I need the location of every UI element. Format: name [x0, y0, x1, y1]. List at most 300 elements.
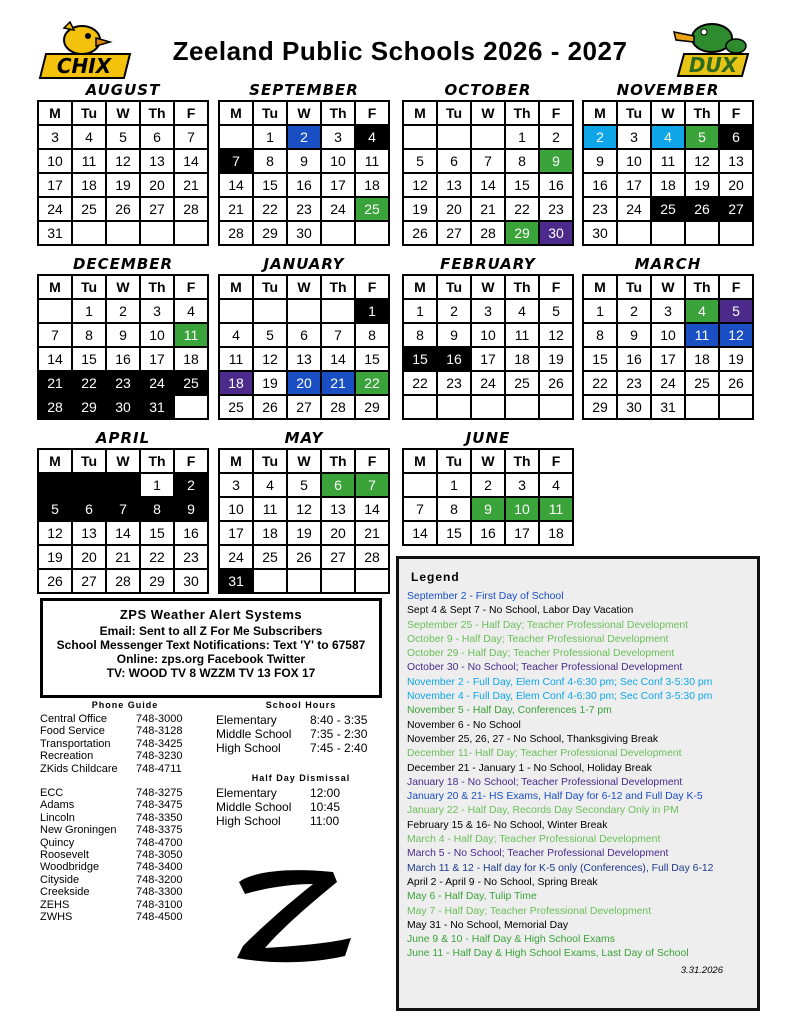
- day-cell: 2: [583, 125, 617, 149]
- day-cell: 10: [651, 323, 685, 347]
- month-name: FEBRUARY: [440, 255, 536, 273]
- row-value: 748-3275: [136, 787, 183, 800]
- day-cell: 4: [219, 323, 253, 347]
- day-cell: [106, 221, 140, 245]
- day-cell: 24: [38, 197, 72, 221]
- day-cell: [321, 221, 355, 245]
- day-cell: 24: [219, 545, 253, 569]
- day-cell: 7: [106, 497, 140, 521]
- day-cell: [471, 395, 505, 419]
- month-table: [37, 100, 209, 246]
- day-cell: 21: [106, 545, 140, 569]
- day-cell: 13: [437, 173, 471, 197]
- day-cell: 4: [651, 125, 685, 149]
- day-cell: 7: [38, 323, 72, 347]
- day-cell: 14: [403, 521, 437, 545]
- row-value: 12:00: [310, 786, 341, 800]
- weather-alert-line: Email: Sent to all Z For Me Subscribers: [99, 624, 323, 638]
- day-cell: [287, 299, 321, 323]
- day-cell: 30: [174, 569, 208, 593]
- month-name: AUGUST: [85, 81, 161, 99]
- day-cell: 16: [106, 347, 140, 371]
- day-cell: [685, 221, 719, 245]
- info-row: [40, 763, 210, 775]
- day-cell: [253, 299, 287, 323]
- row-value: 748-4500: [136, 911, 183, 924]
- day-cell: 1: [505, 125, 539, 149]
- weekday-header: W: [287, 275, 321, 299]
- day-cell: 5: [539, 299, 573, 323]
- row-value: 748-3100: [136, 898, 183, 911]
- day-cell: 8: [583, 323, 617, 347]
- day-cell: 26: [539, 371, 573, 395]
- day-cell: 12: [685, 149, 719, 173]
- day-cell: 28: [355, 545, 389, 569]
- month-table: [218, 448, 390, 594]
- weekday-header: Tu: [253, 449, 287, 473]
- day-cell: 27: [321, 545, 355, 569]
- month-calendar: [37, 80, 209, 246]
- legend-title: Legend: [411, 570, 460, 584]
- row-value: 748-4700: [136, 836, 183, 849]
- day-cell: [72, 221, 106, 245]
- month-table: [402, 274, 574, 420]
- day-cell: 9: [106, 323, 140, 347]
- legend-item: December 21 - January 1 - No School, Holiday Break: [407, 762, 652, 774]
- legend-item: November 2 - Full Day, Elem Conf 4-6:30 pm; Sec Conf 3-5:30 pm: [407, 676, 713, 688]
- day-cell: 19: [287, 521, 321, 545]
- weather-alert-line: TV: WOOD TV 8 WZZM TV 13 FOX 17: [106, 666, 316, 680]
- legend-item: May 6 - Half Day, Tulip Time: [407, 891, 537, 903]
- chix-logo-text: CHIX: [56, 54, 112, 78]
- day-cell: [719, 395, 753, 419]
- info-row: [216, 727, 386, 741]
- day-cell: 10: [140, 323, 174, 347]
- row-value: 10:45: [310, 800, 341, 814]
- row-value: 748-3050: [136, 849, 183, 862]
- weekday-header: F: [355, 101, 389, 125]
- day-cell: 22: [583, 371, 617, 395]
- day-cell: 20: [321, 521, 355, 545]
- day-cell: 11: [174, 323, 208, 347]
- weekday-header: Th: [321, 449, 355, 473]
- row-value: 748-3475: [136, 799, 183, 812]
- day-cell: 27: [72, 569, 106, 593]
- day-cell: 2: [106, 299, 140, 323]
- day-cell: 11: [685, 323, 719, 347]
- day-cell: 13: [140, 149, 174, 173]
- day-cell: 17: [651, 347, 685, 371]
- legend-item: Sept 4 & Sept 7 - No School, Labor Day Vacation: [407, 605, 634, 617]
- day-cell: 28: [106, 569, 140, 593]
- day-cell: 1: [583, 299, 617, 323]
- zeeland-z-logo: [225, 860, 360, 965]
- row-value: 7:35 - 2:30: [310, 727, 368, 741]
- day-cell: 7: [355, 473, 389, 497]
- day-cell: 23: [437, 371, 471, 395]
- day-cell: [471, 125, 505, 149]
- day-cell: 24: [471, 371, 505, 395]
- day-cell: 3: [38, 125, 72, 149]
- weekday-header: F: [539, 275, 573, 299]
- day-cell: [174, 395, 208, 419]
- day-cell: 8: [505, 149, 539, 173]
- day-cell: 10: [471, 323, 505, 347]
- row-label: Recreation: [40, 750, 94, 763]
- day-cell: 31: [651, 395, 685, 419]
- day-cell: 26: [287, 545, 321, 569]
- day-cell: [321, 569, 355, 593]
- day-cell: 28: [174, 197, 208, 221]
- month-calendar: [37, 428, 209, 594]
- day-cell: [253, 569, 287, 593]
- day-cell: 30: [539, 221, 573, 245]
- day-cell: 16: [287, 173, 321, 197]
- day-cell: 18: [539, 521, 573, 545]
- weekday-header: F: [355, 449, 389, 473]
- day-cell: 9: [471, 497, 505, 521]
- day-cell: 1: [355, 299, 389, 323]
- day-cell: 25: [253, 545, 287, 569]
- day-cell: 7: [219, 149, 253, 173]
- day-cell: 10: [505, 497, 539, 521]
- row-label: Creekside: [40, 886, 90, 899]
- day-cell: 30: [106, 395, 140, 419]
- month-calendar: [402, 80, 574, 246]
- month-table: [582, 100, 754, 246]
- day-cell: 5: [719, 299, 753, 323]
- day-cell: [403, 395, 437, 419]
- row-label: Food Service: [40, 725, 105, 738]
- day-cell: 31: [38, 221, 72, 245]
- day-cell: 8: [253, 149, 287, 173]
- weekday-header: Tu: [253, 275, 287, 299]
- dux-logo: [656, 18, 756, 78]
- weekday-header: Th: [140, 449, 174, 473]
- day-cell: 17: [219, 521, 253, 545]
- legend-item: September 2 - First Day of School: [407, 591, 564, 602]
- day-cell: 5: [106, 125, 140, 149]
- day-cell: 17: [505, 521, 539, 545]
- day-cell: 22: [140, 545, 174, 569]
- day-cell: 5: [253, 323, 287, 347]
- legend-item: November 4 - Full Day, Elem Conf 4-6:30 pm; Sec Conf 3-5:30 pm: [407, 691, 713, 703]
- weekday-header: F: [539, 101, 573, 125]
- month-name: APRIL: [95, 429, 151, 447]
- day-cell: [685, 395, 719, 419]
- day-cell: 24: [617, 197, 651, 221]
- day-cell: 16: [539, 173, 573, 197]
- info-row: [40, 787, 210, 799]
- day-cell: 29: [72, 395, 106, 419]
- legend-item: September 25 - Half Day; Teacher Professional Development: [407, 619, 689, 631]
- weekday-header: Tu: [72, 101, 106, 125]
- info-row: [216, 741, 386, 755]
- row-label: ECC: [40, 787, 64, 800]
- day-cell: 31: [140, 395, 174, 419]
- day-cell: 18: [651, 173, 685, 197]
- day-cell: 19: [539, 347, 573, 371]
- day-cell: 8: [403, 323, 437, 347]
- day-cell: 3: [219, 473, 253, 497]
- day-cell: 25: [355, 197, 389, 221]
- weekday-header: Tu: [437, 275, 471, 299]
- weather-alert-line: School Messenger Text Notifications: Text 'Y' to 67587: [56, 638, 366, 652]
- day-cell: 24: [321, 197, 355, 221]
- weekday-header: Tu: [617, 101, 651, 125]
- legend-item: December 11- Half Day; Teacher Professional Development: [407, 748, 682, 760]
- weekday-header: W: [106, 449, 140, 473]
- weekday-header: M: [38, 101, 72, 125]
- day-cell: [355, 221, 389, 245]
- day-cell: 22: [403, 371, 437, 395]
- legend-item: November 6 - No School: [407, 719, 521, 731]
- day-cell: 16: [617, 347, 651, 371]
- row-label: High School: [216, 741, 281, 755]
- day-cell: 31: [219, 569, 253, 593]
- month-name: SEPTEMBER: [249, 81, 359, 99]
- weekday-header: Tu: [437, 101, 471, 125]
- day-cell: 1: [437, 473, 471, 497]
- day-cell: 12: [38, 521, 72, 545]
- day-cell: 7: [403, 497, 437, 521]
- day-cell: 10: [38, 149, 72, 173]
- info-row: [216, 814, 386, 828]
- day-cell: 9: [174, 497, 208, 521]
- day-cell: 4: [174, 299, 208, 323]
- day-cell: 29: [140, 569, 174, 593]
- month-calendar: [218, 428, 390, 594]
- day-cell: 8: [355, 323, 389, 347]
- weekday-header: F: [719, 275, 753, 299]
- day-cell: 22: [72, 371, 106, 395]
- day-cell: 18: [355, 173, 389, 197]
- day-cell: 22: [505, 197, 539, 221]
- day-cell: 20: [719, 173, 753, 197]
- day-cell: 19: [719, 347, 753, 371]
- legend-box: [396, 556, 760, 1011]
- month-name: NOVEMBER: [616, 81, 720, 99]
- day-cell: 29: [505, 221, 539, 245]
- info-row: [40, 725, 210, 737]
- day-cell: 18: [219, 371, 253, 395]
- legend-item: October 9 - Half Day; Teacher Professional Development: [407, 633, 669, 645]
- day-cell: 11: [355, 149, 389, 173]
- row-value: 748-3300: [136, 886, 183, 899]
- day-cell: 27: [719, 197, 753, 221]
- weekday-header: Tu: [437, 449, 471, 473]
- day-cell: 20: [287, 371, 321, 395]
- weekday-header: F: [174, 101, 208, 125]
- row-label: Cityside: [40, 873, 80, 886]
- day-cell: 21: [219, 197, 253, 221]
- day-cell: [174, 221, 208, 245]
- day-cell: 29: [355, 395, 389, 419]
- day-cell: 5: [403, 149, 437, 173]
- legend-item: November 5 - Half Day, Conferences 1-7 pm: [407, 705, 612, 717]
- info-row: [40, 812, 210, 824]
- row-label: Transportation: [40, 737, 111, 750]
- day-cell: 26: [106, 197, 140, 221]
- day-cell: 10: [219, 497, 253, 521]
- day-cell: 1: [140, 473, 174, 497]
- day-cell: 14: [219, 173, 253, 197]
- weekday-header: M: [583, 101, 617, 125]
- day-cell: 19: [38, 545, 72, 569]
- weekday-header: W: [287, 101, 321, 125]
- day-cell: 27: [140, 197, 174, 221]
- row-value: 748-3375: [136, 824, 183, 837]
- day-cell: 14: [106, 521, 140, 545]
- info-row: [40, 886, 210, 898]
- day-cell: 6: [140, 125, 174, 149]
- weekday-header: Tu: [72, 275, 106, 299]
- day-cell: 3: [321, 125, 355, 149]
- weekday-header: Th: [140, 275, 174, 299]
- day-cell: 21: [471, 197, 505, 221]
- row-label: Roosevelt: [40, 849, 89, 862]
- month-name: OCTOBER: [444, 81, 532, 99]
- day-cell: 19: [685, 173, 719, 197]
- weekday-header: Th: [321, 275, 355, 299]
- day-cell: 30: [583, 221, 617, 245]
- month-calendar: [402, 428, 574, 546]
- day-cell: 18: [174, 347, 208, 371]
- weekday-header: W: [471, 275, 505, 299]
- info-row: [40, 861, 210, 873]
- weekday-header: W: [106, 275, 140, 299]
- day-cell: 20: [437, 197, 471, 221]
- weekday-header: F: [174, 449, 208, 473]
- row-label: Elementary: [216, 713, 277, 727]
- info-row: [40, 849, 210, 861]
- row-label: High School: [216, 814, 281, 828]
- day-cell: 17: [140, 347, 174, 371]
- day-cell: 16: [174, 521, 208, 545]
- month-name: MAY: [284, 429, 324, 447]
- day-cell: 17: [617, 173, 651, 197]
- row-label: Middle School: [216, 727, 292, 741]
- day-cell: 15: [140, 521, 174, 545]
- day-cell: 23: [583, 197, 617, 221]
- day-cell: 27: [287, 395, 321, 419]
- day-cell: 16: [471, 521, 505, 545]
- day-cell: 1: [403, 299, 437, 323]
- row-value: 748-4711: [136, 762, 182, 775]
- day-cell: 26: [719, 371, 753, 395]
- legend-item: May 7 - Half Day; Teacher Professional Development: [407, 905, 652, 917]
- day-cell: 29: [253, 221, 287, 245]
- row-value: 748-3230: [136, 750, 183, 763]
- weekday-header: Tu: [617, 275, 651, 299]
- day-cell: 22: [355, 371, 389, 395]
- phone-guide: [40, 700, 210, 924]
- day-cell: 4: [253, 473, 287, 497]
- row-value: 748-3200: [136, 873, 183, 886]
- day-cell: 10: [321, 149, 355, 173]
- day-cell: 5: [38, 497, 72, 521]
- month-calendar: [582, 254, 754, 420]
- day-cell: 16: [437, 347, 471, 371]
- day-cell: 23: [106, 371, 140, 395]
- day-cell: 15: [583, 347, 617, 371]
- row-value: 748-3425: [136, 737, 183, 750]
- day-cell: 20: [72, 545, 106, 569]
- day-cell: 25: [685, 371, 719, 395]
- day-cell: 7: [471, 149, 505, 173]
- weekday-header: W: [651, 275, 685, 299]
- day-cell: 3: [471, 299, 505, 323]
- day-cell: 9: [617, 323, 651, 347]
- day-cell: 12: [106, 149, 140, 173]
- day-cell: 23: [287, 197, 321, 221]
- day-cell: 21: [38, 371, 72, 395]
- weekday-header: Tu: [72, 449, 106, 473]
- row-value: 748-3128: [136, 725, 183, 738]
- day-cell: 28: [219, 221, 253, 245]
- day-cell: [321, 299, 355, 323]
- day-cell: 11: [219, 347, 253, 371]
- day-cell: 12: [719, 323, 753, 347]
- school-hours: [216, 700, 386, 828]
- day-cell: 5: [685, 125, 719, 149]
- day-cell: 25: [651, 197, 685, 221]
- day-cell: 26: [253, 395, 287, 419]
- month-calendar: [582, 80, 754, 246]
- day-cell: 12: [539, 323, 573, 347]
- row-value: 748-3000: [136, 713, 183, 725]
- month-name: DECEMBER: [72, 255, 174, 273]
- day-cell: 20: [140, 173, 174, 197]
- day-cell: [38, 473, 72, 497]
- day-cell: 9: [437, 323, 471, 347]
- day-cell: 28: [321, 395, 355, 419]
- day-cell: 23: [539, 197, 573, 221]
- legend-item: January 22 - Half Day, Records Day Secondary Only in PM: [407, 805, 679, 817]
- legend-item: January 18 - No School; Teacher Professional Development: [407, 776, 683, 788]
- info-row: [40, 713, 210, 725]
- month-name: JANUARY: [263, 255, 345, 273]
- row-label: Adams: [40, 799, 75, 812]
- day-cell: 9: [287, 149, 321, 173]
- day-cell: 11: [253, 497, 287, 521]
- weekday-header: W: [106, 101, 140, 125]
- month-calendar: [402, 254, 574, 420]
- row-label: ZKids Childcare: [40, 762, 118, 775]
- weekday-header: M: [403, 449, 437, 473]
- day-cell: 4: [72, 125, 106, 149]
- month-name: JUNE: [465, 429, 511, 447]
- row-value: 748-3400: [136, 861, 183, 874]
- day-cell: 27: [437, 221, 471, 245]
- row-label: Woodbridge: [40, 861, 100, 874]
- day-cell: 23: [174, 545, 208, 569]
- info-row: [40, 799, 210, 811]
- row-value: 8:40 - 3:35: [310, 713, 368, 727]
- day-cell: 17: [38, 173, 72, 197]
- info-row: [40, 824, 210, 836]
- day-cell: 30: [617, 395, 651, 419]
- day-cell: 14: [471, 173, 505, 197]
- row-value: 748-3350: [136, 811, 183, 824]
- day-cell: 2: [539, 125, 573, 149]
- weekday-header: Tu: [253, 101, 287, 125]
- day-cell: 21: [174, 173, 208, 197]
- day-cell: [403, 473, 437, 497]
- weekday-header: M: [219, 275, 253, 299]
- day-cell: [539, 395, 573, 419]
- legend-item: March 5 - No School; Teacher Professional Development: [407, 848, 669, 860]
